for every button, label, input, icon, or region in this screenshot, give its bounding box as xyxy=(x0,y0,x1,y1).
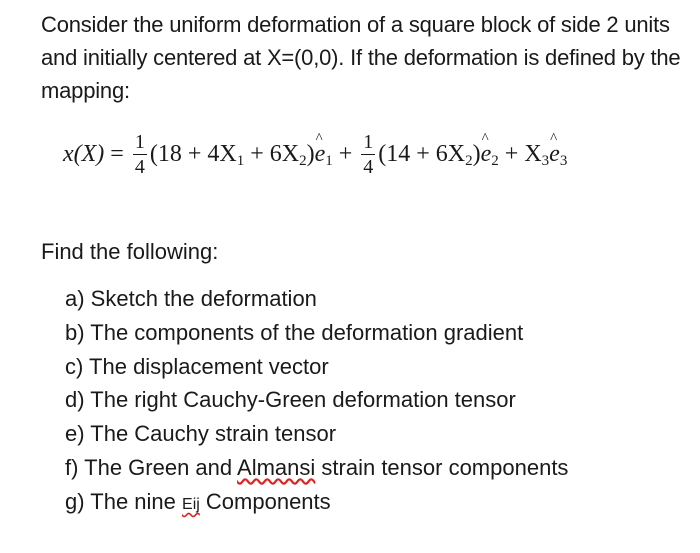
fraction-1: $\frac{1}{4}$ xyxy=(134,130,145,178)
mapping-equation xyxy=(63,118,567,190)
eq-term2: $(14 + 6X_2)\^{}$ $e_2$ + $X_3\^{}$ $e_3$ xyxy=(378,141,567,168)
fraction-2: $\frac{1}{4}$ xyxy=(363,130,374,178)
task-list xyxy=(65,282,568,522)
list-item: e) The Cauchy strain tensor xyxy=(65,421,337,447)
spellcheck-flagged-word: Eij xyxy=(182,495,200,513)
list-item: f) The Green and Almansi strain tensor components xyxy=(65,454,569,480)
problem-intro: Consider the uniform deformation of a square block of side 2 units and initially centered at X=(0,0). If the deformation is defined by the mapping: xyxy=(41,12,681,103)
eq-plus: + xyxy=(338,140,353,167)
eq-equals: = xyxy=(110,140,124,167)
eq-lhs: x(X) xyxy=(63,140,105,167)
spellcheck-flagged-word: Almansi xyxy=(237,454,316,480)
list-item: c) The displacement vector xyxy=(65,353,329,379)
list-item: d) The right Cauchy-Green deformation tensor xyxy=(65,387,516,413)
list-item: g) The nine Eij Components xyxy=(65,485,568,522)
list-item: b) The components of the deformation gradient xyxy=(65,319,524,345)
list-item: a) Sketch the deformation xyxy=(65,286,317,311)
find-heading: Find the following: xyxy=(41,239,219,264)
eq-term1: ($18 + 4X_1$ + $6X_2)\^{}$ $e_1$ xyxy=(150,141,333,168)
